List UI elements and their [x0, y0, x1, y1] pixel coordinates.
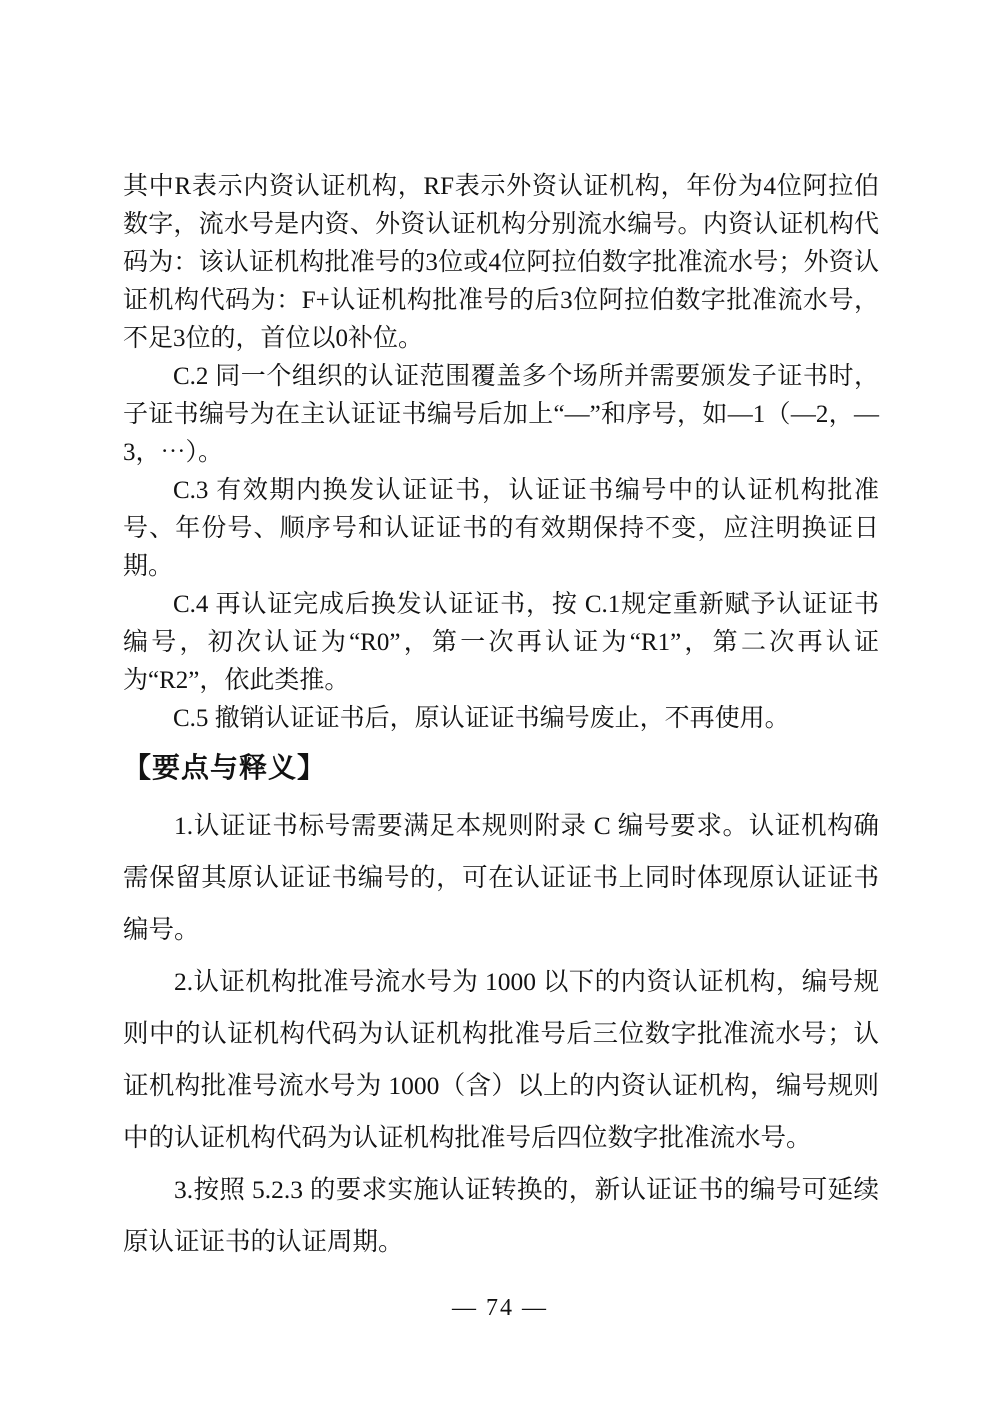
page-number: — 74 — [452, 1295, 548, 1321]
paragraph-clause-c4: C.4 再认证完成后换发认证证书，按 C.1规定重新赋予认证证书编号，初次认证为“R0”，第一次再认证为“R1”，第二次再认证为“R2”，依此类推。 [123, 591, 879, 694]
page-content [123, 168, 879, 1268]
paragraph-appendix-continuation: 其中R表示内资认证机构，RF表示外资认证机构，年份为4位阿拉伯数字，流水号是内资、外资认证机构分别流水编号。内资认证机构代码为：该认证机构批准号的3位或4位阿拉伯数字批准流水号；外资认证机构代码为：F+认证机构批准号的后3位阿拉伯数字批准流水号，不足3位的，首位以0补位。 [123, 173, 879, 352]
paragraph-clause-c5: C.5 撤销认证证书后，原认证证书编号废止，不再使用。 [173, 705, 790, 732]
paragraph-note-3: 3.按照 5.2.3 的要求实施认证转换的，新认证证书的编号可延续原认证证书的认证周期。 [123, 1175, 879, 1256]
paragraph-note-2: 2.认证机构批准号流水号为 1000 以下的内资认证机构，编号规则中的认证机构代码为认证机构批准号后三位数字批准流水号；认证机构批准号流水号为 1000（含）以上的内资认证机构，编号规则中的认证机构代码为认证机构批准号后四位数字批准流水号。 [123, 967, 879, 1152]
section-heading-key-points: 【要点与释义】 [123, 752, 327, 783]
paragraph-note-1: 1.认证证书标号需要满足本规则附录 C 编号要求。认证机构确需保留其原认证证书编号的，可在认证证书上同时体现原认证证书编号。 [123, 811, 879, 944]
paragraph-clause-c2: C.2 同一个组织的认证范围覆盖多个场所并需要颁发子证书时，子证书编号为在主认证证书编号后加上“—”和序号，如—1（—2，—3，⋯）。 [123, 363, 879, 466]
paragraph-clause-c3: C.3 有效期内换发认证证书，认证证书编号中的认证机构批准号、年份号、顺序号和认证证书的有效期保持不变，应注明换证日期。 [123, 477, 879, 580]
